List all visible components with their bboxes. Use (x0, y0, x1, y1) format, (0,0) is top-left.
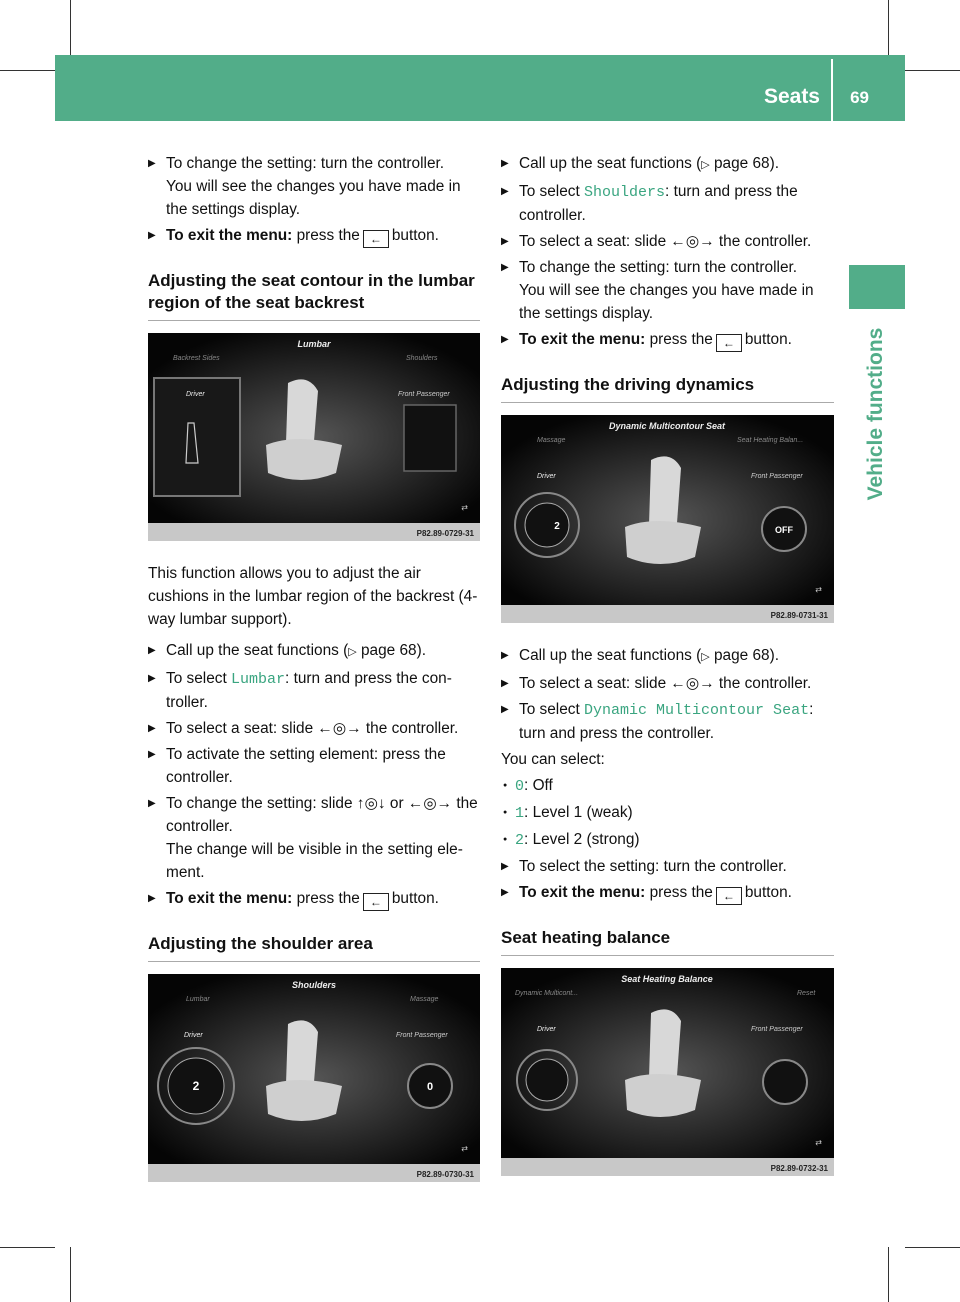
display-title: Dynamic Multicontour Seat (608, 421, 726, 431)
display-left-label: Lumbar (186, 996, 210, 1003)
step-item: ▶ To select a seat: slide ←◎→ the controller. (501, 230, 834, 253)
figure-code: P82.89-0729-31 (416, 529, 474, 538)
left-column (148, 152, 480, 1203)
screenshot-figure (501, 968, 834, 1183)
page-ref-triangle-icon: ▷ (348, 646, 357, 658)
display-driver-label: Driver (186, 391, 205, 398)
page-ref-triangle-icon: ▷ (701, 159, 710, 171)
option-item: ● 0: Off (501, 774, 834, 798)
chapter-sidebar (861, 317, 891, 517)
step-item: ▶ To select the setting: turn the controller. (501, 855, 834, 878)
display-title: Shoulders (291, 980, 337, 990)
display-right-label: Massage (410, 996, 439, 1003)
heating-display-figure (501, 968, 834, 1176)
crop-mark (888, 0, 889, 55)
step-item: ▶ To select Shoulders: turn and press the controller. (501, 180, 834, 227)
back-button-icon: ← (716, 887, 742, 905)
step-item: ▶ To change the setting: turn the controller. You will see the changes you have made in the settings display. (148, 152, 480, 221)
driver-level-value: 2 (192, 1079, 200, 1093)
svg-text:⇄: ⇄ (815, 585, 822, 594)
figure-code: P82.89-0730-31 (416, 1170, 474, 1179)
body-paragraph: This function allows you to adjust the air cushions in the lumbar region of the backrest (4-way lumbar support). (148, 565, 478, 628)
step-item: ▶ To exit the menu: press the ← button. (148, 224, 480, 248)
svg-text:⇄: ⇄ (461, 1144, 468, 1153)
body-paragraph: You can select: (501, 751, 605, 768)
display-driver-label: Driver (537, 1026, 556, 1033)
step-item: ▶ To select a seat: slide ←◎→ the controller. (501, 672, 834, 695)
display-passenger-label: Front Passenger (396, 1032, 448, 1039)
section-heading: Adjusting the seat contour in the lumbar region of the seat backrest (148, 270, 480, 321)
display-left-label: Massage (537, 437, 566, 444)
option-item: ● 2: Level 2 (strong) (501, 828, 834, 852)
section-heading: Seat heating balance (501, 927, 834, 956)
step-item: ▶ To exit the menu: press the ← button. (148, 887, 480, 911)
step-item: ▶ To exit the menu: press the ← button. (501, 881, 834, 905)
display-title: Lumbar (297, 339, 331, 349)
display-left-label: Dynamic Multicont... (515, 990, 579, 997)
step-item: ▶ To select a seat: slide ←◎→ the controller. (148, 717, 480, 740)
crop-mark (905, 1247, 960, 1248)
passenger-level-value: OFF (775, 525, 793, 535)
crop-mark (0, 70, 55, 71)
crop-mark (70, 1247, 71, 1302)
chapter-label: Vehicle functions (864, 327, 887, 501)
driver-level-value: 2 (554, 521, 560, 532)
section-title: Seats (763, 85, 820, 108)
svg-text:⇄: ⇄ (815, 1138, 822, 1147)
back-button-icon: ← (363, 230, 389, 248)
screenshot-figure (501, 415, 834, 630)
display-driver-label: Driver (537, 473, 556, 480)
step-item: ▶ To activate the setting element: press the controller. (148, 743, 480, 789)
crop-mark (888, 1247, 889, 1302)
dynamics-display-figure (501, 415, 834, 623)
shoulders-display-figure (148, 974, 480, 1182)
screenshot-figure (148, 974, 480, 1189)
step-item: ▶ Call up the seat functions (▷ page 68). (501, 152, 834, 177)
chapter-tab (849, 265, 905, 309)
figure-code: P82.89-0732-31 (770, 1164, 828, 1173)
header-divider (831, 59, 833, 121)
step-item: ▶ To exit the menu: press the ← button. (501, 328, 834, 352)
lumbar-display-figure (148, 333, 480, 541)
section-heading: Adjusting the shoulder area (148, 933, 480, 962)
screenshot-figure (148, 333, 480, 548)
crop-mark (70, 0, 71, 55)
display-right-label: Shoulders (406, 355, 438, 362)
page-ref-triangle-icon: ▷ (701, 651, 710, 663)
step-item: ▶ Call up the seat functions (▷ page 68). (501, 644, 834, 669)
step-item: ▶ To select Lumbar: turn and press the con-troller. (148, 667, 480, 714)
figure-code: P82.89-0731-31 (770, 611, 828, 620)
back-button-icon: ← (363, 893, 389, 911)
step-item: ▶ Call up the seat functions (▷ page 68). (148, 639, 480, 664)
step-item: ▶ To change the setting: turn the controller. You will see the changes you have made in the settings display. (501, 256, 834, 325)
page-header (55, 55, 905, 121)
display-right-label: Reset (797, 990, 816, 997)
step-item: ▶ To change the setting: slide ↑◎↓ or ←◎→ the controller. The change will be visible in the setting ele-ment. (148, 792, 480, 884)
passenger-level-value: 0 (426, 1081, 434, 1093)
back-button-icon: ← (716, 334, 742, 352)
option-item: ● 1: Level 1 (weak) (501, 801, 834, 825)
display-right-label: Seat Heating Balan... (737, 437, 804, 444)
page-number: 69 (850, 88, 869, 107)
right-column (501, 152, 834, 1197)
display-passenger-label: Front Passenger (751, 473, 803, 480)
display-left-label: Backrest Sides (173, 355, 220, 362)
section-heading: Adjusting the driving dynamics (501, 374, 834, 403)
display-driver-label: Driver (184, 1032, 203, 1039)
crop-mark (0, 1247, 55, 1248)
display-passenger-label: Front Passenger (751, 1026, 803, 1033)
step-item: ▶ To select Dynamic Multicontour Seat: turn and press the controller. (501, 698, 834, 745)
display-passenger-label: Front Passenger (398, 391, 450, 398)
display-title: Seat Heating Balance (621, 974, 713, 984)
svg-text:⇄: ⇄ (461, 503, 468, 512)
crop-mark (905, 70, 960, 71)
